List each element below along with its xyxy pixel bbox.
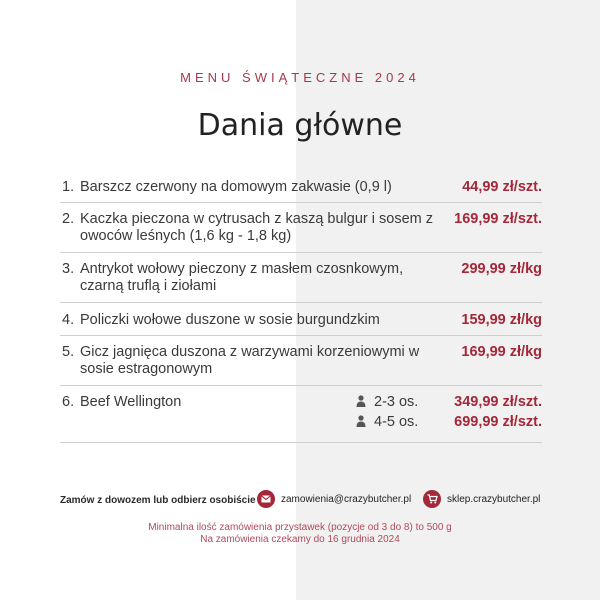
item-number: 1. <box>62 179 75 195</box>
item-price: 169,99 zł/szt. <box>454 211 542 227</box>
item-name: Antrykot wołowy pieczony z masłem czosnkowym, czarną truflą i ziołami <box>80 261 404 294</box>
menu-kicker: MENU ŚWIĄTECZNE 2024 <box>180 70 420 85</box>
item-name: Barszcz czerwony na domowym zakwasie (0,9 l) <box>80 179 392 195</box>
page-title: Dania główne <box>197 108 403 143</box>
menu-item <box>60 303 542 336</box>
serving-option <box>356 394 418 411</box>
delivery-note: Zamów z dowozem lub odbierz osobiście <box>60 495 256 506</box>
item-number: 2. <box>62 211 75 227</box>
person-icon <box>356 415 366 427</box>
menu-item <box>60 253 542 303</box>
serving-persons: 2-3 os. <box>374 394 419 410</box>
shopping-cart-icon <box>423 490 441 508</box>
serving-price: 699,99 zł/szt. <box>454 414 542 430</box>
order-conditions <box>0 522 600 546</box>
shop-link[interactable]: sklep.crazybutcher.pl <box>447 493 541 505</box>
serving-persons: 4-5 os. <box>374 414 419 430</box>
shop-contact[interactable] <box>423 490 540 508</box>
minimum-order-note: Minimalna ilość zamówienia przystawek (pozycje od 3 do 8) to 500 g <box>148 522 452 533</box>
envelope-icon <box>257 490 275 508</box>
item-price: 169,99 zł/kg <box>461 344 542 360</box>
item-name: Policzki wołowe duszone w sosie burgundzkim <box>80 312 380 328</box>
person-icon <box>356 395 366 407</box>
item-price: 44,99 zł/szt. <box>462 179 542 195</box>
item-name: Beef Wellington <box>80 394 182 410</box>
item-number: 4. <box>62 312 75 328</box>
serving-option <box>356 414 418 431</box>
item-name: Kaczka pieczona w cytrusach z kaszą bulgur i sosem z owoców leśnych (1,6 kg - 1,8 kg) <box>80 211 433 244</box>
menu-item <box>60 170 542 203</box>
order-deadline-note: Na zamówienia czekamy do 16 grudnia 2024 <box>200 534 400 545</box>
item-number: 5. <box>62 344 75 360</box>
item-name: Gicz jagnięca duszona z warzywami korzeniowymi w sosie estragonowym <box>80 344 420 377</box>
menu-list <box>60 170 542 443</box>
item-number: 6. <box>62 394 75 410</box>
email-contact[interactable] <box>257 490 411 508</box>
email-link[interactable]: zamowienia@crazybutcher.pl <box>281 493 412 505</box>
serving-price: 349,99 zł/szt. <box>454 394 542 410</box>
item-price: 159,99 zł/kg <box>461 312 542 328</box>
menu-item <box>60 336 542 386</box>
menu-item <box>60 203 542 253</box>
item-price: 299,99 zł/kg <box>461 261 542 277</box>
menu-item <box>60 386 542 443</box>
item-number: 3. <box>62 261 75 277</box>
